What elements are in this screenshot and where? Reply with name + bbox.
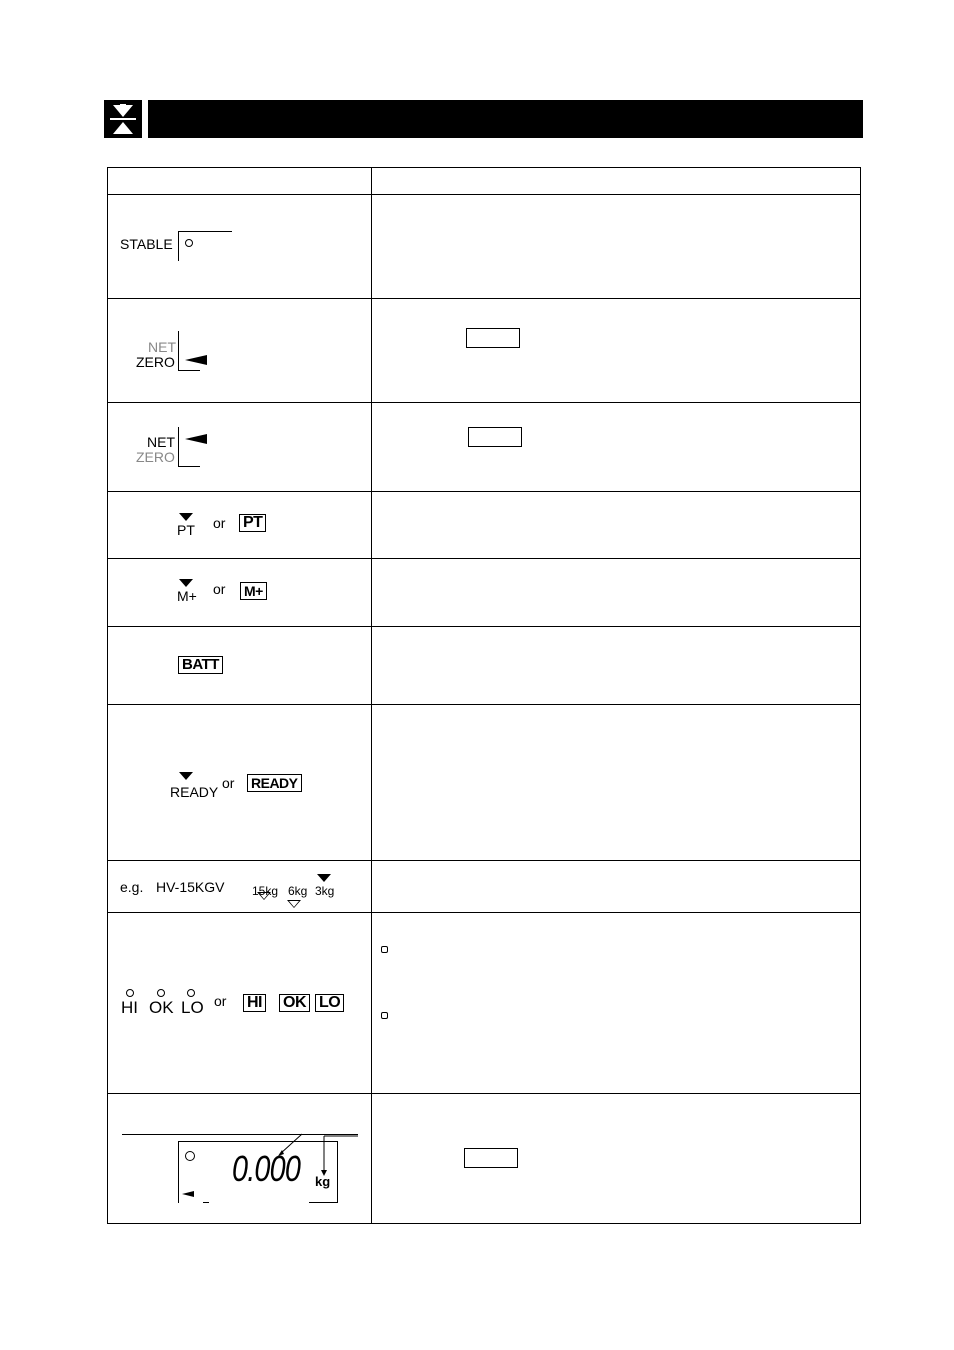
description-cell xyxy=(372,861,861,913)
description-cell xyxy=(372,403,861,492)
range-pointer-icon xyxy=(317,874,331,882)
column-header-description xyxy=(372,168,861,195)
or-label: or xyxy=(213,515,226,531)
pointer-down-icon xyxy=(179,772,193,780)
weight-reading: 0.000 xyxy=(232,1148,301,1189)
range-pointer-open-icon xyxy=(287,900,301,908)
stable-mark-icon xyxy=(185,1151,195,1161)
table-row-capacity xyxy=(108,861,861,913)
lo-boxed-symbol: LO xyxy=(315,994,344,1012)
bracket-line xyxy=(178,466,200,467)
pointer-down-icon xyxy=(179,513,193,521)
zero-range-icon xyxy=(104,100,142,138)
table-row-display xyxy=(108,1094,861,1224)
symbol-cell xyxy=(108,195,372,299)
net-label: NET xyxy=(147,434,175,450)
table-row-zero xyxy=(108,299,861,403)
table-row-stable xyxy=(108,195,861,299)
tare-key-icon xyxy=(468,427,522,447)
symbol-cell xyxy=(108,627,372,705)
table-row-net xyxy=(108,403,861,492)
zero-label: ZERO xyxy=(136,449,175,465)
pointer-down-icon xyxy=(179,579,193,587)
bracket-line xyxy=(178,331,179,371)
range-label: 15kg xyxy=(252,884,279,898)
bracket-line xyxy=(178,231,232,232)
description-cell xyxy=(372,1094,861,1224)
ok-label: OK xyxy=(149,998,174,1017)
ready-label: READY xyxy=(170,784,219,800)
hi-boxed-symbol: HI xyxy=(243,994,266,1012)
display-symbols-table xyxy=(107,167,861,1224)
mode-key-icon xyxy=(464,1148,518,1168)
symbol-cell xyxy=(108,913,372,1094)
unit-label: kg xyxy=(315,1174,331,1189)
symbol-cell xyxy=(108,861,372,913)
hi-label: HI xyxy=(121,998,138,1017)
symbol-cell xyxy=(108,492,372,559)
ready-boxed-symbol: READY xyxy=(247,774,302,792)
description-cell xyxy=(372,195,861,299)
description-cell xyxy=(372,913,861,1094)
table-row-pt xyxy=(108,492,861,559)
bracket-line xyxy=(178,427,179,467)
zero-key-icon xyxy=(466,328,520,348)
zero-pointer-icon xyxy=(185,355,207,365)
pt-label: PT xyxy=(177,522,195,538)
column-header-display xyxy=(108,168,372,195)
range-label: 3kg xyxy=(315,884,335,898)
stable-mark-icon xyxy=(185,239,193,247)
or-label: or xyxy=(213,581,226,597)
ok-lamp-icon xyxy=(157,989,165,997)
symbol-cell xyxy=(108,559,372,627)
description-cell xyxy=(372,705,861,861)
section-header xyxy=(104,100,863,138)
ok-boxed-symbol: OK xyxy=(279,994,310,1012)
table-header-row xyxy=(108,168,861,195)
description-cell xyxy=(372,492,861,559)
lo-label: LO xyxy=(181,998,204,1017)
range-label: 6kg xyxy=(288,884,308,898)
symbol-cell xyxy=(108,299,372,403)
description-cell xyxy=(372,299,861,403)
zero-pointer-icon xyxy=(182,1191,194,1197)
pt-boxed-symbol: PT xyxy=(239,514,266,532)
bracket-line xyxy=(178,231,179,261)
bullet-icon xyxy=(381,1012,388,1019)
symbol-cell xyxy=(108,1094,372,1224)
mplus-boxed-symbol: M+ xyxy=(240,582,267,600)
net-pointer-icon xyxy=(185,434,207,444)
table-row-ready xyxy=(108,705,861,861)
table-row-mplus xyxy=(108,559,861,627)
mplus-label: M+ xyxy=(177,588,197,604)
hi-lamp-icon xyxy=(126,989,134,997)
bullet-icon xyxy=(381,946,388,953)
table-row-comparator xyxy=(108,913,861,1094)
example-label: e.g. xyxy=(120,879,144,895)
stable-label: STABLE xyxy=(120,236,173,252)
table-row-batt xyxy=(108,627,861,705)
section-title xyxy=(148,100,863,138)
symbol-cell xyxy=(108,705,372,861)
description-cell xyxy=(372,559,861,627)
bracket-line xyxy=(178,370,200,371)
lo-lamp-icon xyxy=(187,989,195,997)
model-label: HV-15KGV xyxy=(156,879,225,895)
batt-boxed-symbol: BATT xyxy=(178,656,223,674)
description-cell xyxy=(372,627,861,705)
net-label: NET xyxy=(148,339,176,355)
zero-label: ZERO xyxy=(136,354,175,370)
or-label: or xyxy=(222,775,235,791)
or-label: or xyxy=(214,993,227,1009)
symbol-cell xyxy=(108,403,372,492)
